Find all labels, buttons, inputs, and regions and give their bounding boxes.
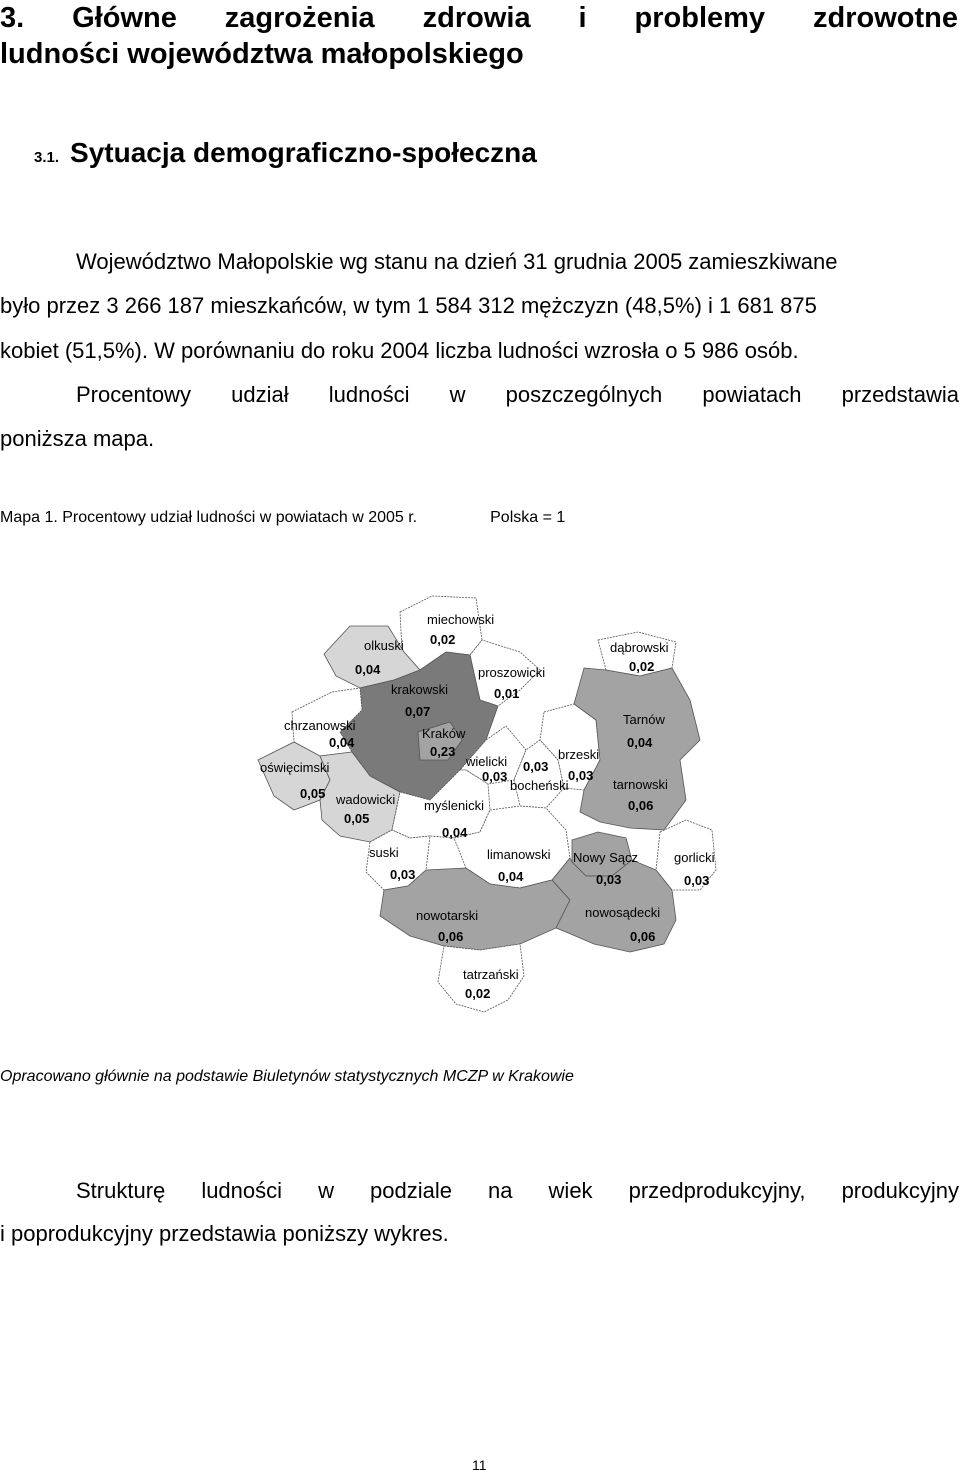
section-number: 3.1.	[34, 149, 60, 166]
region-label-wadowicki: wadowicki	[336, 792, 396, 807]
region-value-nowotarski: 0,06	[438, 929, 464, 944]
heading-word: zdrowotne	[812, 2, 958, 34]
region-value-krakowski: 0,07	[405, 704, 431, 719]
paragraph-2-word: w	[449, 382, 466, 407]
paragraph-2-word: poszczególnych	[505, 382, 663, 407]
paragraph-1-line-1: Województwo Małopolskie wg stanu na dzień 31 grudnia 2005 zamieszkiwane	[76, 249, 838, 274]
page-number: 11	[472, 1457, 487, 1473]
region-value-olkuski: 0,04	[355, 662, 381, 677]
region-label-tarnowski: tarnowski	[613, 777, 668, 792]
region-label-brzeski: brzeski	[558, 747, 600, 762]
paragraph-3-line-1	[76, 1169, 959, 1213]
region-value-tarnowski: 0,06	[628, 798, 654, 813]
region-label-olkuski: olkuski	[364, 638, 404, 653]
region-label-miechowski: miechowski	[427, 612, 495, 627]
region-value-brzeski: 0,03	[568, 768, 594, 783]
paragraph-3-word: przedprodukcyjny,	[628, 1178, 806, 1203]
paragraph-2-line-1	[76, 373, 959, 417]
paragraph-2-word: ludności	[328, 382, 410, 407]
paragraph-3-word: w	[318, 1178, 334, 1203]
region-value-myslenicki: 0,04	[442, 825, 468, 840]
region-value-nowy-sacz: 0,03	[596, 872, 622, 887]
chapter-heading-line1	[0, 0, 958, 36]
region-label-bochenski: bocheński	[510, 778, 569, 793]
region-label-nowotarski: nowotarski	[416, 908, 479, 923]
heading-word: Główne	[72, 2, 177, 34]
region-label-nowosadecki: nowosądecki	[585, 905, 661, 920]
paragraph-3-line-2: i poprodukcyjny przedstawia poniższy wykres.	[0, 1221, 449, 1246]
region-label-limanowski: limanowski	[487, 847, 551, 862]
region-label-proszowicki: proszowicki	[478, 665, 546, 680]
region-label-chrzanowski: chrzanowski	[284, 718, 356, 733]
region-value-gorlicki: 0,03	[684, 873, 710, 888]
region-value-chrzanowski: 0,04	[329, 735, 355, 750]
region-value-bochenski: 0,03	[523, 759, 549, 774]
map-caption	[0, 509, 565, 527]
region-value-tatrzanski: 0,02	[465, 986, 491, 1001]
choropleth-map	[240, 585, 720, 1025]
chapter-heading	[0, 0, 960, 72]
paragraph-3-word: produkcyjny	[841, 1178, 959, 1203]
paragraph-3-word: Strukturę	[76, 1178, 166, 1203]
map-caption-note: Polska = 1	[490, 509, 566, 526]
paragraph-3-word: podziale	[370, 1178, 452, 1203]
map-caption-title: Mapa 1. Procentowy udział ludności w powiatach w 2005 r.	[0, 509, 418, 526]
region-value-suski: 0,03	[390, 867, 416, 882]
region-label-gorlicki: gorlicki	[674, 850, 715, 865]
region-label-dabrowski: dąbrowski	[610, 640, 669, 655]
region-label-nowy-sacz: Nowy Sącz	[573, 850, 639, 865]
region-value-limanowski: 0,04	[498, 869, 524, 884]
chapter-heading-line2: ludności województwa małopolskiego	[0, 38, 524, 70]
region-value-tarnow: 0,04	[627, 735, 653, 750]
paragraph-2-word: powiatach	[702, 382, 802, 407]
heading-word: problemy	[634, 2, 766, 34]
region-value-krakow: 0,23	[430, 744, 456, 759]
paragraph-3-word: na	[488, 1178, 513, 1203]
paragraph-1-line-2: było przez 3 266 187 mieszkańców, w tym 1 584 312 mężczyzn (48,5%) i 1 681 875	[0, 293, 817, 318]
heading-word: i	[578, 2, 587, 34]
region-value-oswiecimski: 0,05	[300, 786, 326, 801]
region-value-wielicki: 0,03	[482, 769, 508, 784]
region-value-miechowski: 0,02	[430, 632, 456, 647]
region-label-oswiecimski: oświęcimski	[260, 760, 330, 775]
region-value-nowosadecki: 0,06	[630, 929, 656, 944]
region-value-dabrowski: 0,02	[629, 659, 655, 674]
region-label-tarnow: Tarnów	[623, 712, 665, 727]
heading-word: 3.	[0, 2, 25, 34]
region-value-proszowicki: 0,01	[494, 686, 520, 701]
section-heading	[34, 137, 537, 169]
map-source: Opracowano głównie na podstawie Biuletynów statystycznych MCZP w Krakowie	[0, 1068, 574, 1085]
section-title: Sytuacja demograficzno-społeczna	[70, 137, 537, 168]
region-label-krakow: Kraków	[422, 726, 466, 741]
paragraph-3-word: wiek	[548, 1178, 593, 1203]
region-label-krakowski: krakowski	[391, 682, 449, 697]
region-label-tatrzanski: tatrzański	[463, 967, 519, 982]
region-label-wielicki: wielicki	[466, 754, 508, 769]
heading-word: zagrożenia	[224, 2, 375, 34]
heading-word: zdrowia	[422, 2, 531, 34]
region-value-wadowicki: 0,05	[344, 811, 370, 826]
region-label-myslenicki: myślenicki	[424, 798, 484, 813]
paragraph-2-word: Procentowy	[76, 382, 191, 407]
region-label-suski: suski	[369, 845, 399, 860]
paragraph-2-word: przedstawia	[841, 382, 959, 407]
paragraph-3-word: ludności	[201, 1178, 283, 1203]
paragraph-2-word: udział	[231, 382, 289, 407]
paragraph-1-line-3: kobiet (51,5%). W porównaniu do roku 2004 liczba ludności wzrosła o 5 986 osób.	[0, 338, 799, 363]
paragraph-2-line-2: poniższa mapa.	[0, 426, 155, 451]
